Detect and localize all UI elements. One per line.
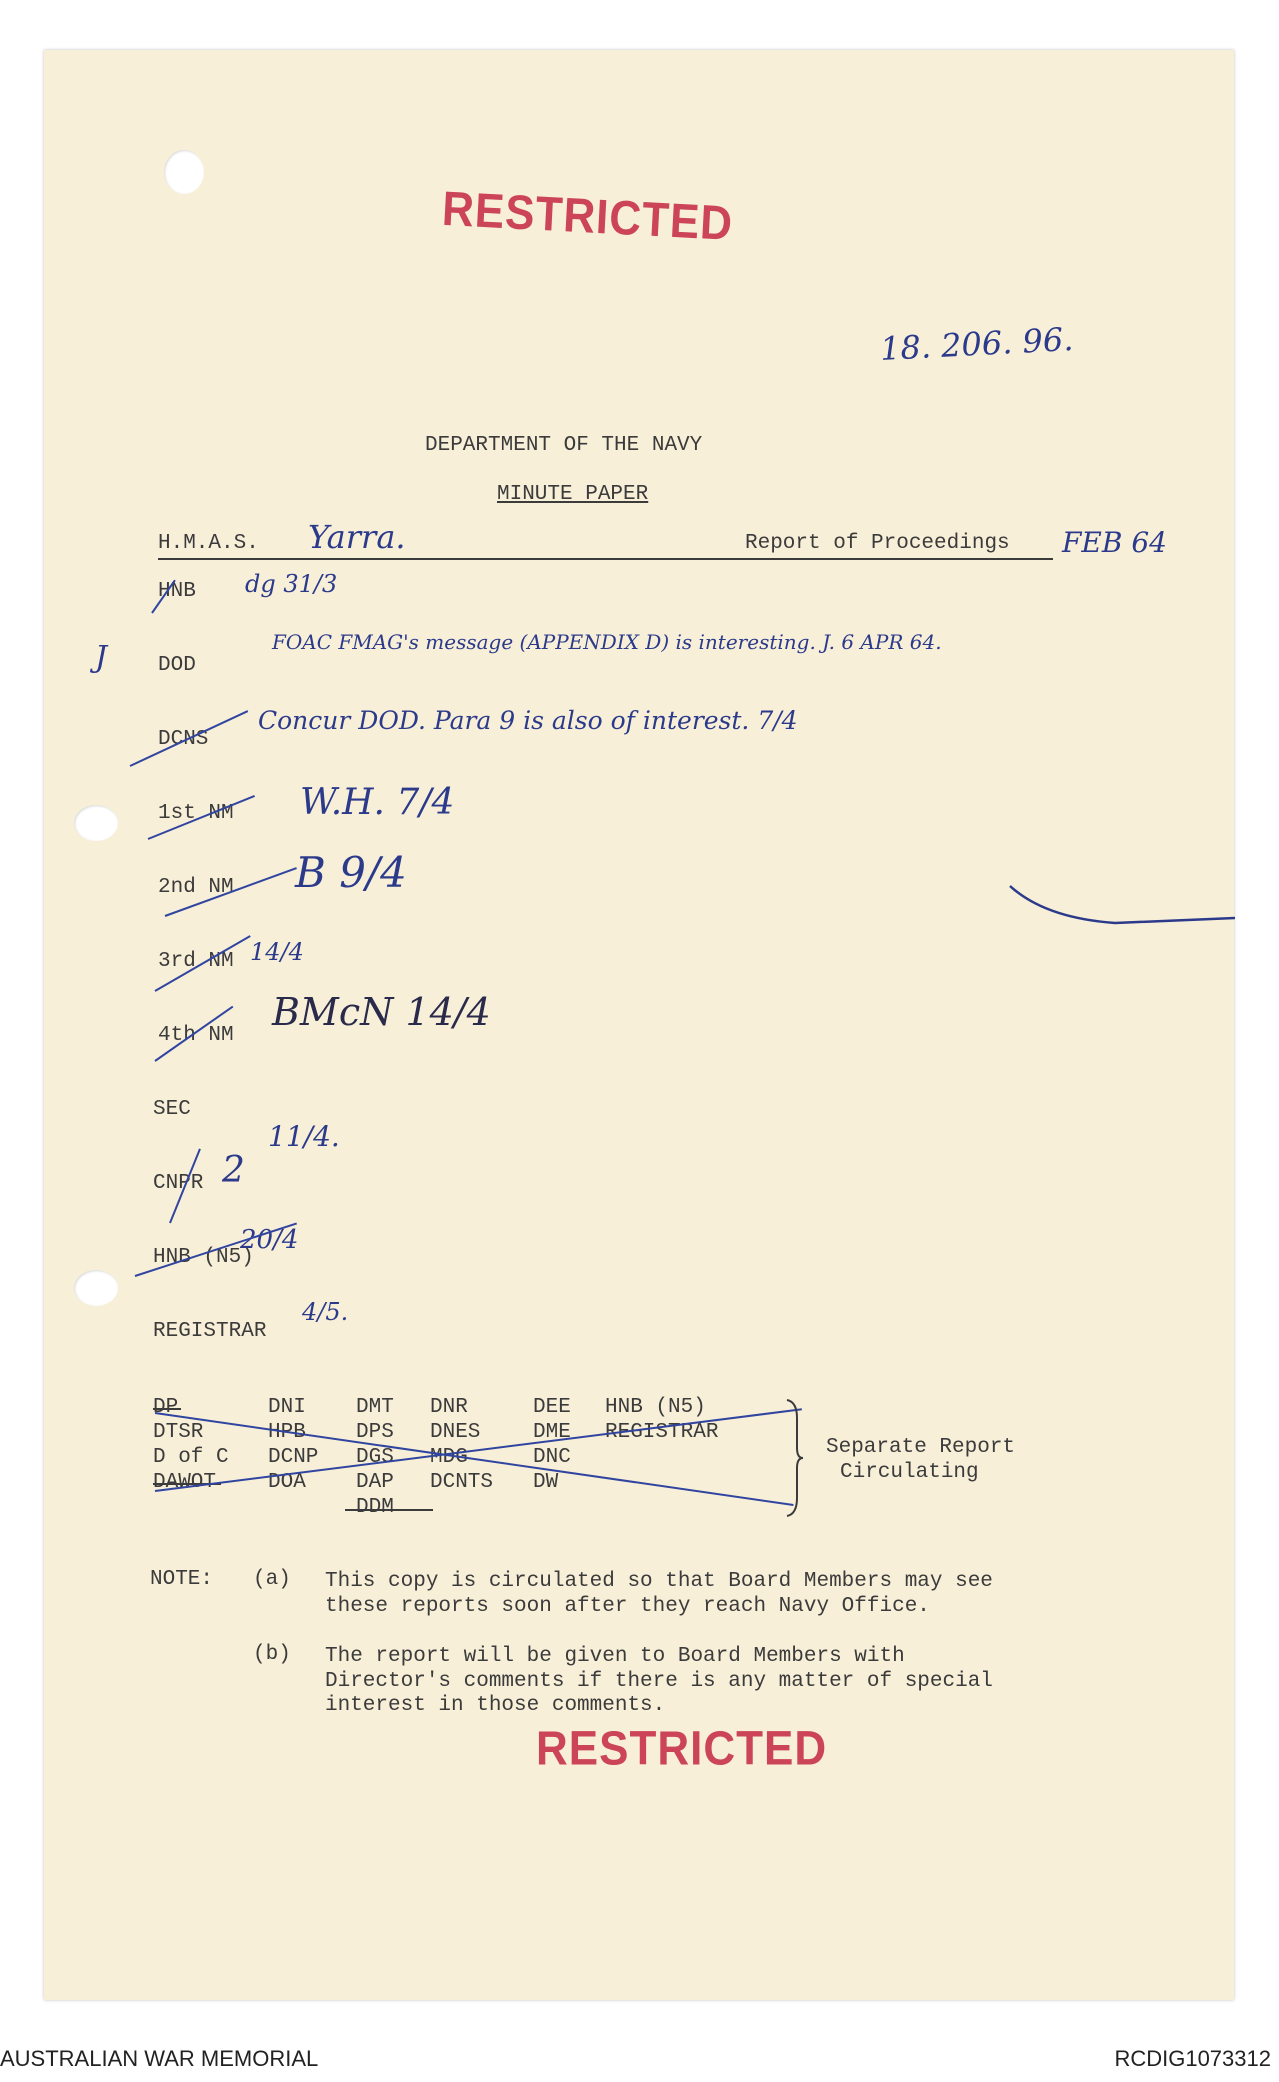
dist-cell: DNC bbox=[533, 1446, 571, 1469]
dist-cell: DME bbox=[533, 1421, 571, 1444]
dist-cell: D of C bbox=[153, 1446, 229, 1469]
routing-code: HNB (N5) bbox=[153, 1246, 254, 1269]
pen-stroke bbox=[1005, 878, 1240, 938]
file-reference: 18. 206. 96. bbox=[879, 319, 1075, 369]
routing-note: 20/4 bbox=[240, 1225, 299, 1255]
note-line: interest in those comments. bbox=[325, 1694, 666, 1717]
dist-cell: DGS bbox=[356, 1446, 394, 1469]
restricted-stamp-top: RESTRICTED bbox=[440, 181, 735, 251]
note-line: This copy is circulated so that Board Members may see bbox=[325, 1570, 993, 1593]
dist-cell: DCNTS bbox=[430, 1471, 494, 1494]
note-line: these reports soon after they reach Navy Office. bbox=[325, 1595, 930, 1618]
brace-mark bbox=[785, 1398, 805, 1518]
dist-cell: DMT bbox=[356, 1396, 394, 1419]
routing-note: 2 bbox=[222, 1150, 245, 1191]
routing-note: FOAC FMAG's message (APPENDIX D) is interesting. J. 6 APR 64. bbox=[272, 630, 942, 654]
dist-cell: DW bbox=[533, 1471, 559, 1494]
routing-code: DCNS bbox=[158, 728, 209, 751]
dist-cell: DAWOT bbox=[153, 1471, 217, 1494]
note-line: Director's comments if there is any matter of special bbox=[325, 1670, 993, 1693]
punch-hole-2 bbox=[74, 805, 118, 841]
routing-note: BMcN 14/4 bbox=[272, 990, 491, 1034]
routing-note: 11/4. bbox=[268, 1120, 340, 1153]
report-label: Report of Proceedings bbox=[745, 532, 1010, 555]
side-note: Circulating bbox=[840, 1461, 979, 1484]
dist-cell: HPB bbox=[268, 1421, 306, 1444]
punch-hole-1 bbox=[164, 150, 204, 194]
initials-mark: J bbox=[95, 640, 108, 675]
report-period: FEB 64 bbox=[1062, 526, 1167, 559]
routing-code: 4th NM bbox=[158, 1024, 234, 1047]
dist-cell: DEE bbox=[533, 1396, 571, 1419]
routing-code: REGISTRAR bbox=[153, 1320, 267, 1343]
department-title: DEPARTMENT OF THE NAVY bbox=[425, 434, 703, 457]
routing-code: 2nd NM bbox=[158, 876, 234, 899]
routing-code: 1st NM bbox=[158, 802, 234, 825]
routing-note: 4/5. bbox=[302, 1298, 349, 1326]
dist-cell: DCNP bbox=[268, 1446, 319, 1469]
routing-note: dg 31/3 bbox=[245, 570, 338, 598]
punch-hole-3 bbox=[74, 1270, 118, 1306]
dist-cell: HNB (N5) bbox=[605, 1396, 706, 1419]
dist-cell: DOA bbox=[268, 1471, 306, 1494]
routing-code: CNPR bbox=[153, 1172, 204, 1195]
side-note: Separate Report bbox=[826, 1436, 1016, 1459]
restricted-stamp-bottom: RESTRICTED bbox=[536, 1721, 828, 1776]
dist-cell: DP bbox=[153, 1396, 179, 1419]
dist-cell: DAP bbox=[356, 1471, 394, 1494]
dist-cell: DDM bbox=[356, 1496, 394, 1519]
dist-cell: DNES bbox=[430, 1421, 481, 1444]
routing-code: DOD bbox=[158, 654, 196, 677]
routing-note: 14/4 bbox=[250, 938, 304, 966]
routing-note: B 9/4 bbox=[295, 848, 407, 897]
routing-note: Concur DOD. Para 9 is also of interest. 7/4 bbox=[258, 706, 798, 735]
dp-strike bbox=[153, 1408, 181, 1410]
footer-right: RCDIG1073312 bbox=[1114, 2046, 1271, 2071]
ship-name: Yarra. bbox=[308, 518, 406, 556]
dist-cell: DNR bbox=[430, 1396, 468, 1419]
note-marker: (b) bbox=[253, 1643, 291, 1666]
routing-code: HNB bbox=[158, 580, 196, 603]
routing-code: 3rd NM bbox=[158, 950, 234, 973]
dist-cell: DNI bbox=[268, 1396, 306, 1419]
dist-cell: DPS bbox=[356, 1421, 394, 1444]
dist-cell: REGISTRAR bbox=[605, 1421, 719, 1444]
routing-note: W.H. 7/4 bbox=[300, 782, 455, 823]
note-line: The report will be given to Board Members with bbox=[325, 1645, 905, 1668]
dist-cell: DTSR bbox=[153, 1421, 204, 1444]
note-marker: (a) bbox=[253, 1568, 291, 1591]
routing-code: SEC bbox=[153, 1098, 191, 1121]
dist-cell: MDG bbox=[430, 1446, 468, 1469]
footer-left: AUSTRALIAN WAR MEMORIAL bbox=[0, 2046, 319, 2071]
note-label: NOTE: bbox=[150, 1568, 214, 1591]
subject-underline bbox=[158, 558, 1053, 560]
ship-label: H.M.A.S. bbox=[158, 532, 259, 555]
paper-title: MINUTE PAPER bbox=[497, 483, 649, 506]
ddm-strike bbox=[345, 1509, 433, 1511]
